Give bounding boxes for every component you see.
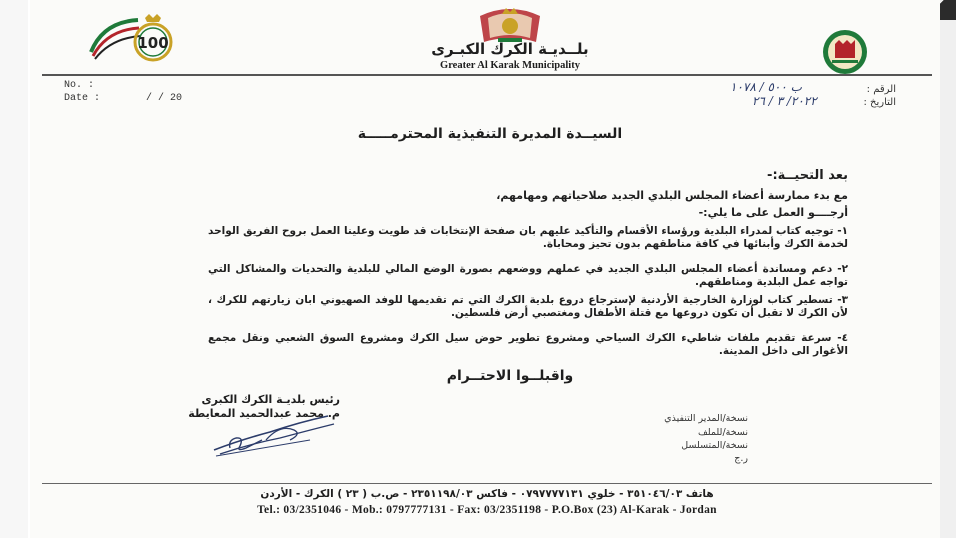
date-label-en: Date : [64, 93, 101, 104]
letter-addressee: السيــدة المديرة التنفيذية المحترمـــــة [357, 126, 623, 142]
handwritten-date: ٢٠٢٢/ ٣ / ٢٦ [752, 94, 817, 108]
letter-page [30, 0, 940, 538]
centennial-badge-text: 100 [137, 34, 169, 52]
copy-recipient: نسخة/للملف [697, 427, 748, 438]
municipality-name-arabic: بلــديـة الكرك الكبـرى [431, 40, 589, 58]
letter-item: ٣- تسطير كتاب لوزارة الخارجية الأردنية لإسترجاع دروع بلدية الكرك التي تم تقديمها للوفد الصهيوني ابان زيارتهم للكرك ، لأن الكرك لا تقبل أن تكون دروعها مع قتلة الأطفال ومغتصبي أرض فلسطين. [208, 294, 848, 319]
scan-left-margin [0, 0, 28, 538]
reference-number-label-en: No. : [64, 80, 95, 91]
footer-contact-arabic: هاتف ٣٥١٠٤٦/٠٣ - خلوي ٠٧٩٧٧٧٧١٣١ - فاكس ٢٣٥١١٩٨/٠٣ - ص.ب ( ٢٣ ) الكرك - الأردن [260, 488, 714, 500]
signatory-title: رئيس بلديـة الكرك الكبرى [201, 393, 340, 406]
header-divider [42, 74, 932, 76]
date-label-ar: التاريخ : [863, 97, 896, 108]
letter-intro-line: مع بدء ممارسة أعضاء المجلس البلدي الجديد صلاحياتهم ومهامهم، [496, 189, 848, 202]
municipality-name-english: Greater Al Karak Municipality [440, 60, 580, 71]
handwritten-signature [210, 410, 340, 458]
handwritten-reference-number: ب ٥٠٠ / ١٠٧٨ [730, 80, 802, 94]
footer-divider [42, 483, 932, 484]
signatory-name: م. محمد عبدالحميد المعايطة [188, 407, 340, 420]
letter-item: ٤- سرعة تقديم ملفات شاطيء الكرك السياحي ومشروع تطوير حوض سيل الكرك ومشروع السوق الشعبي ونقل مجمع الأغوار الى داخل المدينة. [208, 332, 848, 357]
copy-recipient: نسخة/المتسلسل [681, 440, 748, 451]
copy-recipient: نسخة/المدير التنفيذي [664, 413, 748, 424]
letter-closing: واقبلــوا الاحتــرام [446, 368, 574, 384]
copy-initials: ر.ج [734, 453, 748, 464]
letter-item: ٢- دعم ومساندة أعضاء المجلس البلدي الجديد في عملهم ووضعهم بصورة الوضع المالي للبلدية والتحديات والمشاكل التي تواجه عمل البلدية ومناطقهم. [208, 263, 848, 288]
footer-contact-english: Tel.: 03/2351046 - Mob.: 0797777131 - Fax: 03/2351198 - P.O.Box (23) Al-Karak - Jordan [257, 504, 717, 516]
reference-number-label-ar: الرقم : [866, 84, 896, 95]
date-blank-slots-en: / / 20 [146, 93, 183, 104]
centennial-100-logo [83, 12, 193, 64]
scan-right-margin [940, 0, 956, 538]
letter-greeting: بعد التحيــة:- [767, 168, 848, 183]
karak-municipality-seal [808, 28, 882, 76]
letter-request-line: أرجــــو العمل على ما يلي:- [698, 206, 848, 219]
letter-item: ١- توجيه كتاب لمدراء البلدية ورؤساء الأقسام والتأكيد عليهم بان صفحة الإنتخابات قد طويت وعلينا العمل بروح الفريق الواحد لخدمة الكرك وأبنائها في كافة مناطقهم بدون تحيز ومحاباة. [208, 225, 848, 250]
